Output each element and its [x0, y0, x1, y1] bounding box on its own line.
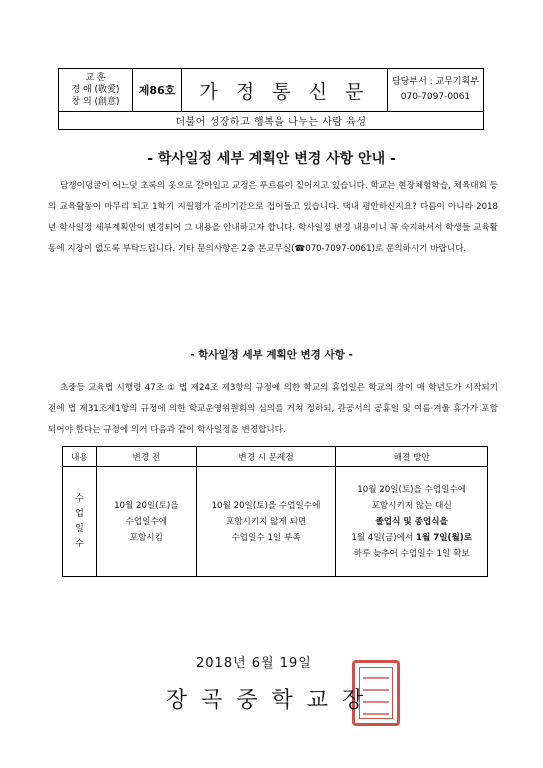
table-header-row	[63, 447, 488, 467]
solution-line-4b: 1월 7일(월)로	[415, 532, 472, 543]
problem-cell	[196, 467, 336, 577]
motto-line-2: 창 의 (創意)	[71, 97, 120, 107]
header-problem: 변경 시 문제점	[196, 447, 336, 467]
principal-signature: 장곡중학교장	[165, 688, 378, 713]
before-line-1: 10월 20일(토)을	[114, 500, 179, 511]
issue-date: 2018년 6월 19일	[196, 656, 312, 671]
solution-line-4	[337, 530, 486, 546]
table-row	[63, 467, 488, 577]
regulation-paragraph: 초중등 교육법 시행령 47조 ① 법 제24조 제3항의 규정에 의한 학교의 휴업일은 학교의 장이 매 학년도가 시작되기 전에 법 제31조제1항의 규정에 의한 학교운영위원회의 심의를 거쳐 정하되, 관공서의 공휴일 및 여름·겨울 휴가가 포함되어야 한다는 규정에 의거 다음과 같이 학사일정을 변경합니다.	[48, 383, 501, 435]
issue-number: 제86호	[133, 69, 182, 111]
department-info	[388, 69, 483, 111]
motto-line-1: 경 애 (敬愛)	[71, 85, 120, 95]
before-line-2: 수업일수에	[125, 516, 168, 527]
problem-line-1: 10월 20일(토)을 수업일수에	[211, 500, 321, 511]
before-cell	[96, 467, 196, 577]
header-content: 내용	[63, 447, 97, 467]
newsletter-title: 가 정 통 신 문	[182, 69, 388, 111]
school-motto	[59, 69, 133, 111]
school-slogan: 더불어 성장하고 행복을 나누는 사람 육성	[58, 112, 484, 130]
problem-line-3: 수업일수 1일 부족	[231, 532, 301, 543]
solution-line-5: 하루 늦추어 수업일수 1일 확보	[353, 548, 470, 559]
department-phone: 070-7097-0061	[400, 92, 471, 102]
before-line-3: 포함시킴	[129, 532, 163, 543]
solution-line-4a: 1월 4일(금)에서	[351, 532, 416, 543]
header-before: 변경 전	[96, 447, 196, 467]
intro-paragraph: 담쟁이덩굴이 어느덧 초록의 옷으로 갈아입고 교정은 푸르름이 짙어지고 있습니다. 학교는 현장체험학습, 체육대회 등의 교육활동이 마무리 되고 1학기 지필평가 준비기간으로 접어들고 있습니다. 댁내 평안하신지요? 다름이 아니라 2018년 학사일정 세부계획안이 변경되어 그 내용을 안내하고자 합니다. 학사일정 변경 내용이니 꼭 숙지하셔서 학생들 교육활동에 지장이 없도록 부탁드립니다. 기타 문의사항은 2층 본교무실(☎070-7097-0061)로 문의하시기 바랍니다.	[48, 181, 498, 254]
problem-line-2: 포함시키지 않게 되면	[225, 516, 307, 527]
newsletter-header	[58, 68, 484, 112]
solution-cell	[336, 467, 488, 577]
header-solution: 해결 방안	[336, 447, 488, 467]
department-name: 담당부서 : 교무기획부	[391, 77, 479, 87]
solution-line-2: 포함시키지 않는 대신	[371, 500, 452, 511]
schedule-change-table	[62, 446, 488, 577]
row-label-cell	[63, 467, 97, 577]
solution-line-1: 10월 20일(토)을 수업일수에	[357, 484, 467, 495]
notice-heading: - 학사일정 세부 계획안 변경 사항 안내 -	[147, 151, 396, 167]
change-heading: - 학사일정 세부 계획안 변경 사항 -	[190, 349, 353, 361]
motto-label: 교 훈	[85, 73, 106, 83]
row-label: 수업일수	[75, 493, 84, 549]
solution-line-3: 졸업식 및 종업식을	[375, 516, 448, 527]
